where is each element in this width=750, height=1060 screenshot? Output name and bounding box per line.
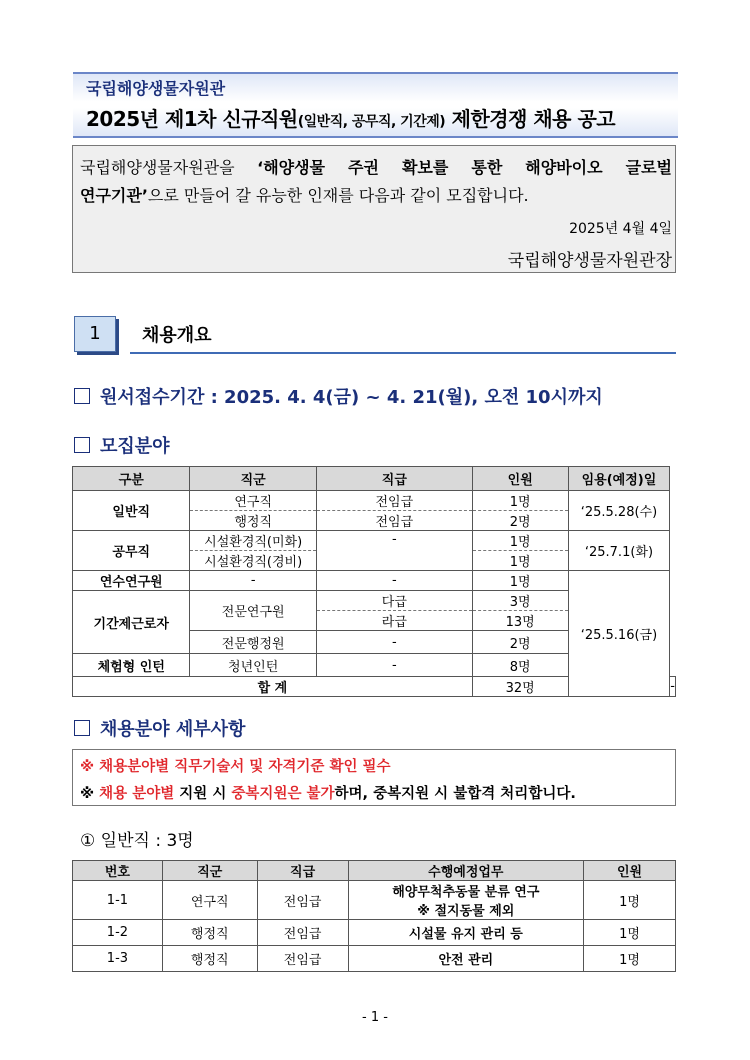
table-header: 인원 bbox=[472, 467, 568, 491]
table-cell: - bbox=[316, 571, 472, 591]
table-cell: 전임급 bbox=[257, 920, 348, 946]
table-cell: 13명 bbox=[472, 611, 568, 631]
intro-line-1: 국립해양생물자원관을 ‘해양생물 주권 확보를 통한 해양바이오 글로벌 bbox=[80, 158, 672, 177]
table-cell: 연수연구원 bbox=[73, 571, 190, 591]
table-header: 구분 bbox=[73, 467, 190, 491]
table-cell: 체험형 인턴 bbox=[73, 654, 190, 677]
announcement-date: 2025년 4월 4일 bbox=[569, 221, 672, 237]
detail-table bbox=[72, 860, 676, 972]
total-date: - bbox=[670, 677, 676, 697]
table-cell: 행정직 bbox=[162, 920, 257, 946]
page-title: 2025년 제1차 신규직원(일반직, 공무직, 기간제) 제한경쟁 채용 공고 bbox=[86, 107, 616, 131]
table-cell: 전문행정원 bbox=[190, 631, 316, 654]
table-cell: - bbox=[316, 631, 472, 654]
table-cell: ‘25.7.1(화) bbox=[568, 531, 670, 571]
table-cell: - bbox=[190, 571, 316, 591]
table-cell: 행정직 bbox=[190, 511, 316, 531]
notice-line-2: ※ 채용 분야별 지원 시 중복지원은 불가하며, 중복지원 시 불합격 처리합니다. bbox=[80, 786, 576, 802]
table-cell: 전임급 bbox=[316, 511, 472, 531]
table-header: 직급 bbox=[316, 467, 472, 491]
table-header: 번호 bbox=[73, 861, 163, 881]
table-cell: 1명 bbox=[584, 946, 676, 972]
table-header: 임용(예정)일 bbox=[568, 467, 670, 491]
details-heading: 채용분야 세부사항 bbox=[74, 715, 245, 741]
table-header: 직군 bbox=[190, 467, 316, 491]
recruit-table bbox=[72, 466, 676, 697]
table-cell: 청년인턴 bbox=[190, 654, 316, 677]
table-cell: 안전 관리 bbox=[348, 946, 584, 972]
table-cell: 1-2 bbox=[73, 920, 163, 946]
table-cell: 1명 bbox=[472, 491, 568, 511]
table-cell: 해양무척추동물 분류 연구 ※ 절지동물 제외 bbox=[348, 881, 584, 920]
table-cell: 1명 bbox=[472, 531, 568, 551]
notice-line-1: ※ 채용분야별 직무기술서 및 자격기준 확인 필수 bbox=[80, 759, 391, 775]
table-header: 인원 bbox=[584, 861, 676, 881]
table-cell: - bbox=[316, 654, 472, 677]
table-cell: 기간제근로자 bbox=[73, 591, 190, 654]
org-title: 국립해양생물자원관 bbox=[86, 79, 226, 98]
table-cell: - bbox=[316, 531, 472, 571]
signature: 국립해양생물자원관장 bbox=[507, 251, 672, 271]
section-number: 1 bbox=[74, 316, 116, 352]
table-cell: 일반직 bbox=[73, 491, 190, 531]
table-cell: 1-1 bbox=[73, 881, 163, 920]
table-cell: 2명 bbox=[472, 631, 568, 654]
checkbox-square-icon bbox=[74, 437, 90, 453]
table-cell: 전임급 bbox=[316, 491, 472, 511]
table-cell: 1명 bbox=[584, 920, 676, 946]
table-header: 직급 bbox=[257, 861, 348, 881]
table-cell: 연구직 bbox=[190, 491, 316, 511]
table-cell: 시설환경직(경비) bbox=[190, 551, 316, 571]
table-cell: ‘25.5.28(수) bbox=[568, 491, 670, 531]
table-cell: 2명 bbox=[472, 511, 568, 531]
page-number: - 1 - bbox=[362, 1010, 388, 1025]
table-cell: 전임급 bbox=[257, 881, 348, 920]
table-cell: 전문연구원 bbox=[190, 591, 316, 631]
table-cell: 1명 bbox=[584, 881, 676, 920]
section-title: 채용개요 bbox=[142, 325, 212, 346]
table-cell: 라급 bbox=[316, 611, 472, 631]
section-divider bbox=[130, 352, 676, 354]
general-heading: ① 일반직 : 3명 bbox=[80, 831, 194, 851]
total-label: 합 계 bbox=[73, 677, 473, 697]
table-cell: 1명 bbox=[472, 571, 568, 591]
table-cell: 연구직 bbox=[162, 881, 257, 920]
table-header: 직군 bbox=[162, 861, 257, 881]
total-count: 32명 bbox=[472, 677, 568, 697]
application-period: 원서접수기간 : 2025. 4. 4(금) ~ 4. 21(월), 오전 10시까지 bbox=[74, 383, 603, 409]
table-header: 수행예정업무 bbox=[348, 861, 584, 881]
checkbox-square-icon bbox=[74, 388, 90, 404]
table-cell: ‘25.5.16(금) bbox=[568, 571, 670, 697]
table-cell: 시설환경직(미화) bbox=[190, 531, 316, 551]
table-cell: 시설물 유지 관리 등 bbox=[348, 920, 584, 946]
checkbox-square-icon bbox=[74, 720, 90, 736]
table-cell: 공무직 bbox=[73, 531, 190, 571]
table-cell: 다급 bbox=[316, 591, 472, 611]
recruit-heading: 모집분야 bbox=[74, 432, 170, 458]
table-cell: 3명 bbox=[472, 591, 568, 611]
intro-line-2: 연구기관’으로 만들어 갈 유능한 인재를 다음과 같이 모집합니다. bbox=[80, 186, 529, 205]
table-cell: 전임급 bbox=[257, 946, 348, 972]
table-cell: 1명 bbox=[472, 551, 568, 571]
table-cell: 8명 bbox=[472, 654, 568, 677]
table-cell: 1-3 bbox=[73, 946, 163, 972]
table-cell: 행정직 bbox=[162, 946, 257, 972]
